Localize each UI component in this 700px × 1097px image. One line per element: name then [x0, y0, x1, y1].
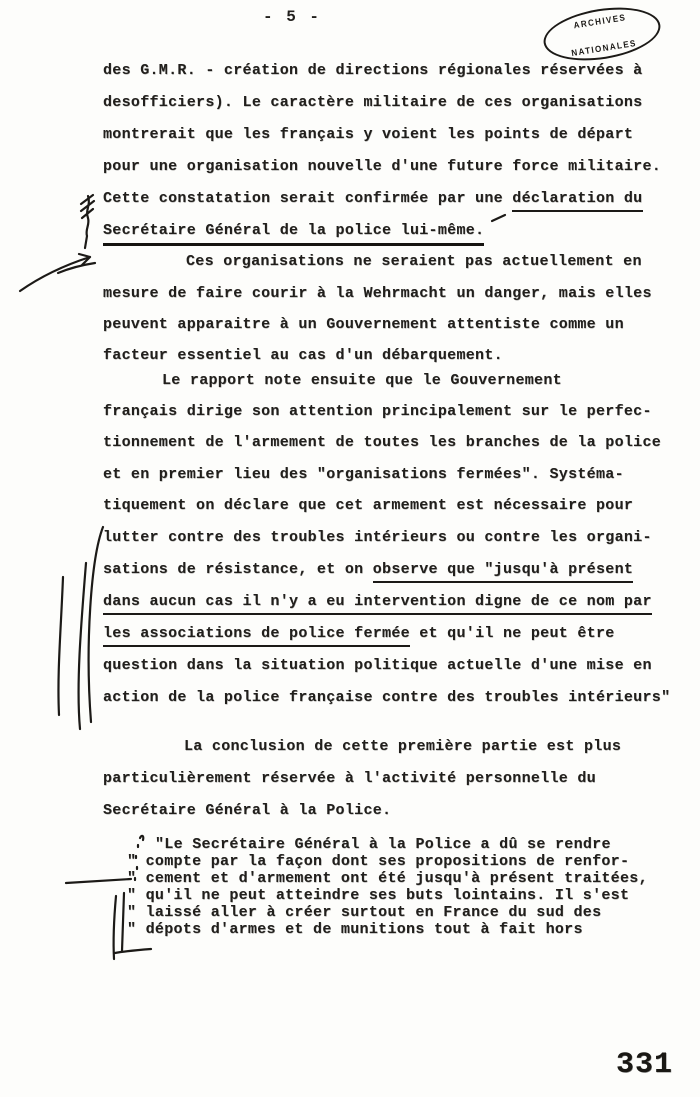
paragraph3-line: [103, 657, 652, 674]
text-run: montrerait que les français y voient les points de départ: [103, 126, 634, 143]
margin-scribble-mark: [81, 195, 94, 248]
text-run: facteur essentiel au cas d'un débarquement.: [103, 347, 503, 364]
paragraph2-line: [103, 316, 624, 333]
underlined-text: déclaration du: [512, 190, 642, 212]
text-run: sations de résistance, et on: [103, 561, 373, 578]
underlined-text: les associations de police fermée: [103, 625, 410, 647]
paragraph3-line: [103, 529, 652, 546]
quote-line: [127, 853, 629, 870]
paragraph4-line: [103, 770, 596, 787]
curved-arrow-mark: [20, 254, 95, 291]
paragraph4-line: [103, 802, 391, 819]
text-run: et qu'il ne peut être: [409, 625, 615, 642]
paragraph3-line: [103, 434, 661, 451]
quote-line: [127, 904, 601, 921]
paragraph1-line: [103, 126, 633, 143]
underlined-text: dans aucun cas il n'y a eu intervention digne de ce nom par: [103, 593, 652, 615]
paragraph3-line: [103, 689, 670, 706]
paragraph3-line: [103, 466, 624, 483]
paragraph3-line: [103, 403, 652, 420]
text-run: mesure de faire courir à la Wehrmacht un danger, mais elles: [103, 285, 652, 302]
text-run: " cement et d'armement ont été jusqu'à présent traitées,: [127, 870, 648, 887]
text-run: peuvent apparaitre à un Gouvernement attentiste comme un: [103, 316, 624, 333]
underlined-text: observe que "jusqu'à présent: [373, 561, 633, 583]
paragraph1-line: [103, 94, 642, 111]
paragraph2-line: [186, 253, 642, 270]
text-run: tionnement de l'armement de toutes les branches de la police: [103, 434, 662, 451]
text-run: " dépots d'armes et de munitions tout à fait hors: [127, 921, 583, 938]
archives-nationales-stamp: [540, 0, 664, 68]
text-run: français dirige son attention principalement sur le perfec-: [103, 403, 652, 420]
text-run: desofficiers). Le caractère militaire de ces organisations: [103, 94, 643, 111]
text-run: lutter contre des troubles intérieurs ou contre les organi-: [103, 529, 652, 546]
text-run: Le rapport note ensuite que le Gouvernement: [162, 372, 562, 389]
text-run: Cette constatation serait confirmée par une: [103, 190, 513, 207]
folio-number: 331: [616, 1048, 674, 1082]
text-run: " compte par la façon dont ses propositions de renfor-: [127, 853, 630, 870]
text-run: et en premier lieu des "organisations fermées". Systéma-: [103, 466, 624, 483]
text-run: Secrétaire Général à la Police.: [103, 802, 392, 819]
quote-line: [155, 836, 611, 853]
text-run: pour une organisation nouvelle d'une future force militaire.: [103, 158, 662, 175]
text-run: tiquement on déclare que cet armement est nécessaire pour: [103, 497, 634, 514]
paragraph3-line: [103, 497, 633, 514]
text-run: question dans la situation politique actuelle d'une mise en: [103, 657, 652, 674]
text-run: " qu'il ne peut atteindre ses buts lointains. Il s'est: [127, 887, 630, 904]
underlined-text: Secrétaire Général de la police lui-même.: [103, 222, 484, 246]
paragraph3-line: [103, 561, 633, 578]
paragraph1-line: [103, 62, 642, 79]
text-run: La conclusion de cette première partie est plus: [184, 738, 622, 755]
paragraph1-line: [103, 158, 661, 175]
text-run: des G.M.R. - création de directions régionales réservées à: [103, 62, 643, 79]
quote-line: [127, 921, 583, 938]
underline-hook: [492, 215, 505, 221]
text-run: Ces organisations ne seraient pas actuellement en: [186, 253, 642, 270]
paragraph1-line: [103, 222, 484, 239]
quote-line: [127, 887, 629, 904]
paragraph3-line: [103, 625, 615, 642]
paragraph2-line: [103, 347, 503, 364]
text-run: "Le Secrétaire Général à la Police a dû se rendre: [155, 836, 611, 853]
triple-margin-strokes: [58, 527, 103, 729]
paragraph3-line: [103, 593, 652, 610]
page-number: - 5 -: [263, 8, 322, 26]
paragraph2-line: [103, 285, 652, 302]
paragraph1-line: [103, 190, 643, 207]
stamp-line-1: ARCHIVES: [572, 11, 628, 31]
text-run: action de la police française contre des troubles intérieurs": [103, 689, 671, 706]
text-run: " laissé aller à créer surtout en France du sud des: [127, 904, 602, 921]
paragraph4-line: [184, 738, 621, 755]
text-run: particulièrement réservée à l'activité personnelle du: [103, 770, 596, 787]
stamp-line-2: NATIONALES: [570, 37, 638, 59]
quote-line: [127, 870, 648, 887]
paragraph3-line: [162, 372, 562, 389]
